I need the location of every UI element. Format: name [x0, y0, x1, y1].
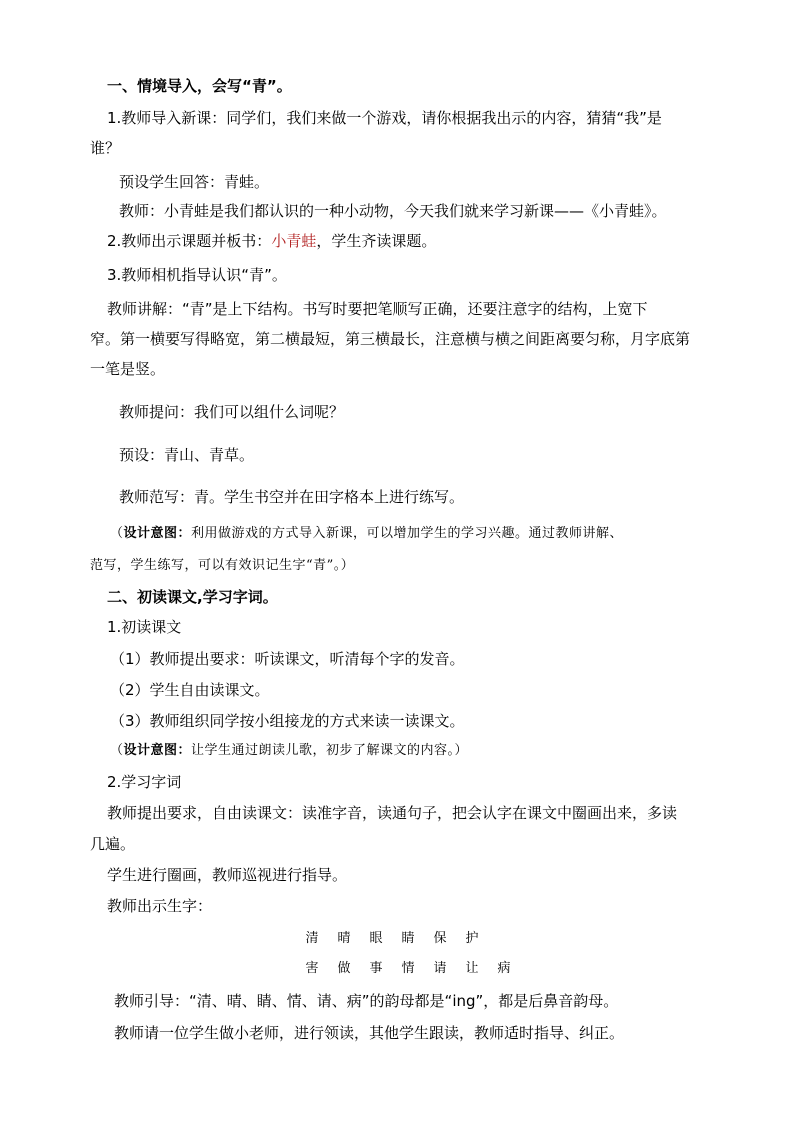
text: 2.教师出示课题并板书：: [107, 232, 272, 250]
design-intent-label: 设计意图：: [123, 743, 192, 758]
character: 病: [497, 961, 511, 976]
character: 让: [465, 961, 479, 976]
paragraph: 教师提问：我们可以组什么词呢？: [119, 403, 345, 421]
paragraph: 一笔是竖。: [90, 360, 166, 378]
design-intent: （设计意图：利用做游戏的方式导入新课，可以增加学生的学习兴趣。通过教师讲解、: [110, 526, 624, 541]
character: 护: [465, 931, 479, 946]
paragraph: 1.教师导入新课：同学们，我们来做一个游戏，请你根据我出示的内容，猜猜“我”是: [107, 109, 662, 127]
paragraph: 预设：青山、青草。: [119, 446, 255, 464]
character: 情: [401, 961, 415, 976]
paragraph: 教师引导：“清、晴、睛、情、请、病”的韵母都是“ing”，都是后鼻音韵母。: [114, 992, 619, 1010]
highlighted-title: 小青蛙: [271, 232, 317, 250]
paragraph: 教师范写：青。学生书空并在田字格本上进行练写。: [119, 488, 465, 506]
paragraph: 几遍。: [90, 835, 136, 853]
character: 清: [305, 931, 319, 946]
paragraph: 窄。第一横要写得略宽，第二横最短，第三横最长，注意横与横之间距离要匀称，月字底第: [90, 330, 691, 348]
paragraph: 教师：小青蛙是我们都认识的一种小动物，今天我们就来学习新课——《小青蛙》。: [119, 202, 667, 220]
character: 保: [433, 931, 447, 946]
paragraph: 教师提出要求，自由读课文：读准字音，读通句子，把会认字在课文中圈画出来，多读: [107, 804, 678, 822]
text: ，学生齐读课题。: [316, 232, 437, 250]
paragraph: 教师请一位学生做小老师，进行领读，其他学生跟读，教师适时指导、纠正。: [114, 1024, 625, 1042]
list-item: （2）学生自由读课文。: [110, 681, 270, 699]
design-intent: （设计意图：让学生通过朗读儿歌，初步了解课文的内容。）: [110, 743, 469, 758]
character: 眼: [369, 931, 383, 946]
character: 晴: [337, 931, 351, 946]
paragraph: 3.教师相机指导认识“青”。: [107, 266, 287, 284]
section1-heading: 一、情境导入，会写“青”。: [107, 77, 292, 95]
subheading: 1.初读课文: [107, 618, 182, 636]
paragraph: 预设学生回答：青蛙。: [119, 173, 270, 191]
design-intent: 范写，学生练写，可以有效识记生字“青”。）: [90, 558, 355, 573]
paragraph: 教师讲解：“青”是上下结构。书写时要把笔顺写正确，还要注意字的结构，上宽下: [107, 300, 648, 318]
list-item: （3）教师组织同学按小组接龙的方式来读一读课文。: [110, 712, 465, 730]
list-item: （1）教师提出要求：听读课文，听清每个字的发音。: [110, 650, 465, 668]
character: 事: [369, 961, 383, 976]
subheading: 2.学习字词: [107, 773, 182, 791]
new-characters-row-2: [296, 960, 520, 978]
paragraph: 谁？: [90, 139, 121, 157]
paragraph: [107, 231, 436, 251]
new-characters-row-1: [296, 930, 488, 948]
section2-heading: 二、初读课文,学习字词。: [107, 588, 278, 606]
paragraph: 学生进行圈画，教师巡视进行指导。: [107, 866, 348, 884]
design-intent-label: 设计意图：: [123, 526, 192, 541]
character: 睛: [401, 931, 415, 946]
character: 请: [433, 961, 447, 976]
paragraph: 教师出示生字：: [107, 897, 213, 915]
character: 害: [305, 961, 319, 976]
character: 做: [337, 961, 351, 976]
